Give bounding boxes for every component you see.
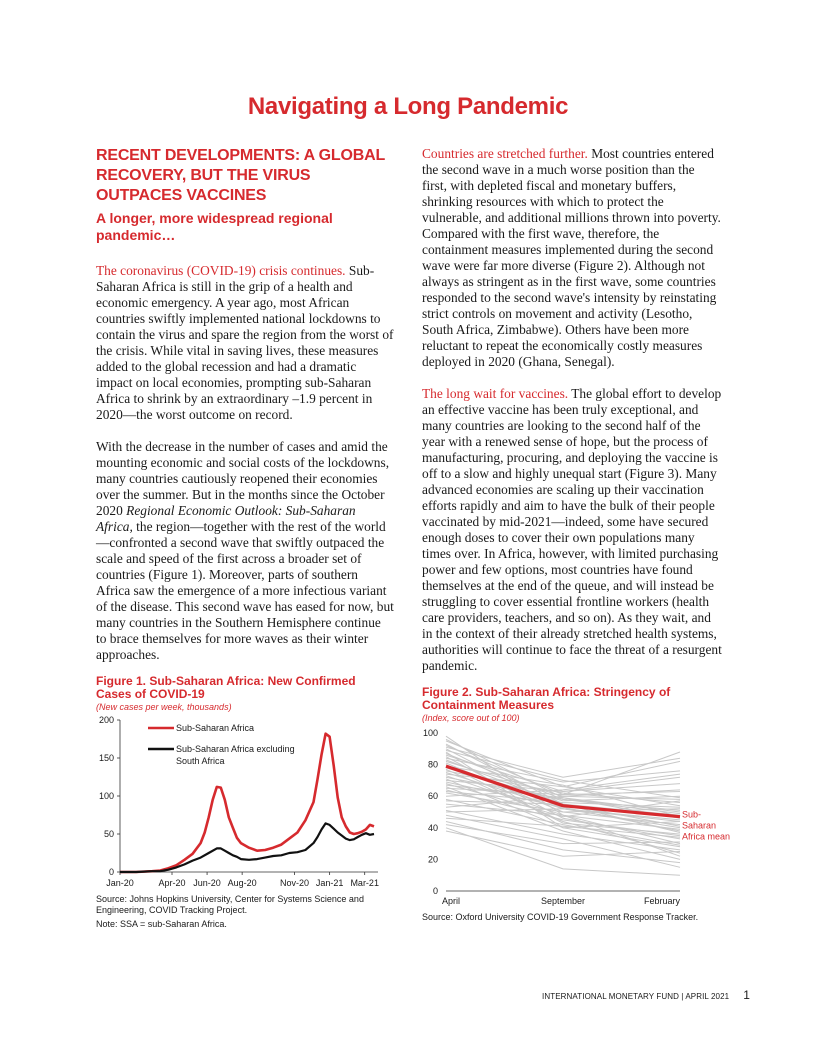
report-title-italic: Regional Economic Outlook: Sub-Saharan Africa, bbox=[96, 503, 356, 534]
y-tick-label: 50 bbox=[103, 829, 114, 839]
x-tick-label: Jun-20 bbox=[193, 878, 221, 888]
y-tick-label: 0 bbox=[432, 886, 438, 896]
y-tick-label: 150 bbox=[98, 753, 114, 763]
footer-text: INTERNATIONAL MONETARY FUND | APRIL 2021 bbox=[542, 992, 730, 1001]
x-tick-label: September bbox=[540, 896, 586, 906]
x-tick-label: Jan-21 bbox=[315, 878, 344, 888]
paragraph-stretched-further bbox=[422, 146, 722, 370]
legend-label: Sub-Saharan Africa excluding bbox=[176, 744, 295, 754]
series-line-ssa bbox=[120, 734, 374, 872]
paragraph-lead: Countries are stretched further. bbox=[422, 146, 588, 161]
x-tick-label: February bbox=[643, 896, 680, 906]
sub-heading: A longer, more widespread regional pandemic… bbox=[96, 210, 333, 243]
mean-label: Saharan bbox=[682, 820, 717, 831]
paragraph-body: With the decrease in the number of cases and amid the mounting economic and social costs of the lockdowns, many countries cautiously reopened their economies over the summer. But in the months since the October 2020 bbox=[96, 439, 390, 518]
right-column bbox=[422, 146, 731, 923]
y-tick-label: 80 bbox=[427, 759, 438, 770]
figure-1-subtitle: (New cases per week, thousands) bbox=[96, 702, 232, 712]
page-title: Navigating a Long Pandemic bbox=[247, 93, 569, 120]
figure-1-title: Figure 1. Sub-Saharan Africa: New Confirmed Cases of COVID-19 bbox=[96, 674, 356, 701]
legend-label: South Africa bbox=[176, 756, 225, 766]
paragraph-body: the region—together with the rest of the world—confronted a second wave that swiftly outpaced the scale and speed of the first across a broader set of countries (Figure 1). Moreover, parts of southern Africa saw the emergence of a more infectious variant of the disease. This second wave has eased for now, but many countries in the Southern Hemisphere continue to brace themselves for more waves as their winter approaches. bbox=[96, 519, 394, 662]
y-tick-label: 60 bbox=[427, 791, 438, 802]
y-tick-label: 100 bbox=[98, 791, 114, 801]
figure-1-source: Source: Johns Hopkins University, Center for Systems Science and Engineering, COVID Tracking Project. bbox=[96, 894, 364, 915]
x-tick-label: Apr-20 bbox=[158, 878, 186, 888]
figure-2-subtitle: (Index, score out of 100) bbox=[422, 713, 520, 723]
figure-1-note: Note: SSA = sub-Saharan Africa. bbox=[96, 919, 227, 929]
x-tick-label: Nov-20 bbox=[280, 878, 310, 888]
paragraph-body: The global effort to develop an effective vaccine has been truly exceptional, and many countries are looking to the second half of the year with a renewed sense of hope, but the process of manufacturing, procuring, and deploying the vaccine is off to a slow and highly unequal start (Figure 3). Many advanced economies are scaling up their vaccination efforts rapidly and aim to have the bulk of their people vaccinated by mid-2021—indeed, some have secured enough doses to cover their own populations many times over. In Africa, however, with limited purchasing power and few options, most countries have found themselves at the end of the queue, and will instead be struggling to cover essential frontline workers (health care providers, teachers, and so on). As they wait, and in the context of their already stretched health systems, authorities will continue to face the threat of a resurgent pandemic. bbox=[422, 386, 722, 673]
paragraph-lead: The coronavirus (COVID-19) crisis continues. bbox=[96, 263, 346, 278]
paragraph-lead: The long wait for vaccines. bbox=[422, 386, 569, 401]
figure-1 bbox=[96, 675, 394, 930]
x-tick-label: April bbox=[442, 896, 461, 906]
figure-2 bbox=[422, 685, 731, 923]
page-number: 1 bbox=[743, 988, 750, 1002]
figure-1-chart bbox=[96, 714, 394, 892]
paragraph-body: Sub-Saharan Africa is still in the grip of a health and economic emergency. A year ago, most African countries swiftly implemented national lockdowns to contain the virus and spare the region from the worst of the crisis. While vital in saving lives, these measures added to the global recession and had a dramatic impact on local economies, prompting sub-Saharan Africa to shrink by an extraordinary –1.9 percent in 2020—the worst outcome on record. bbox=[96, 263, 394, 422]
paragraph-crisis-continues bbox=[96, 263, 394, 423]
figure-2-chart bbox=[422, 725, 732, 911]
left-column bbox=[96, 146, 394, 930]
x-tick-label: Mar-21 bbox=[350, 878, 379, 888]
y-tick-label: 40 bbox=[427, 822, 438, 833]
figure-2-source: Source: Oxford University COVID-19 Government Response Tracker. bbox=[422, 912, 699, 922]
legend-label: Sub-Saharan Africa bbox=[176, 723, 255, 733]
paragraph-second-wave bbox=[96, 439, 394, 663]
section-heading: RECENT DEVELOPMENTS: A GLOBAL RECOVERY, BUT THE VIRUS OUTPACES VACCINES bbox=[96, 147, 385, 204]
page-footer bbox=[542, 988, 750, 1002]
paragraph-body: Most countries entered the second wave in a much worse position than the first, with depleted fiscal and monetary buffers, shrinking resources with which to protect the vulnerable, and additional millions thrown into poverty. Compared with the first wave, therefore, the containment measures implemented during the second wave were far more diverse (Figure 2). Although not always as stringent as in the first wave, some countries responded to the second wave's intensity by reinstating strict controls on movement and activity (Lesotho, South Africa, Zimbabwe). Others have been more reluctant to repeat the economically costly measures deployed in 2020 (Ghana, Senegal). bbox=[422, 146, 721, 369]
y-tick-label: 100 bbox=[422, 728, 438, 738]
figure-2-title: Figure 2. Sub-Saharan Africa: Stringency of Containment Measures bbox=[422, 685, 671, 712]
x-tick-label: Jan-20 bbox=[106, 878, 134, 888]
x-tick-label: Aug-20 bbox=[227, 878, 257, 888]
mean-label: Africa mean bbox=[682, 831, 731, 842]
y-tick-label: 0 bbox=[108, 867, 114, 877]
paragraph-vaccine-wait bbox=[422, 386, 722, 674]
y-tick-label: 200 bbox=[98, 715, 114, 725]
mean-label: Sub- bbox=[682, 809, 702, 820]
y-tick-label: 20 bbox=[427, 854, 438, 865]
